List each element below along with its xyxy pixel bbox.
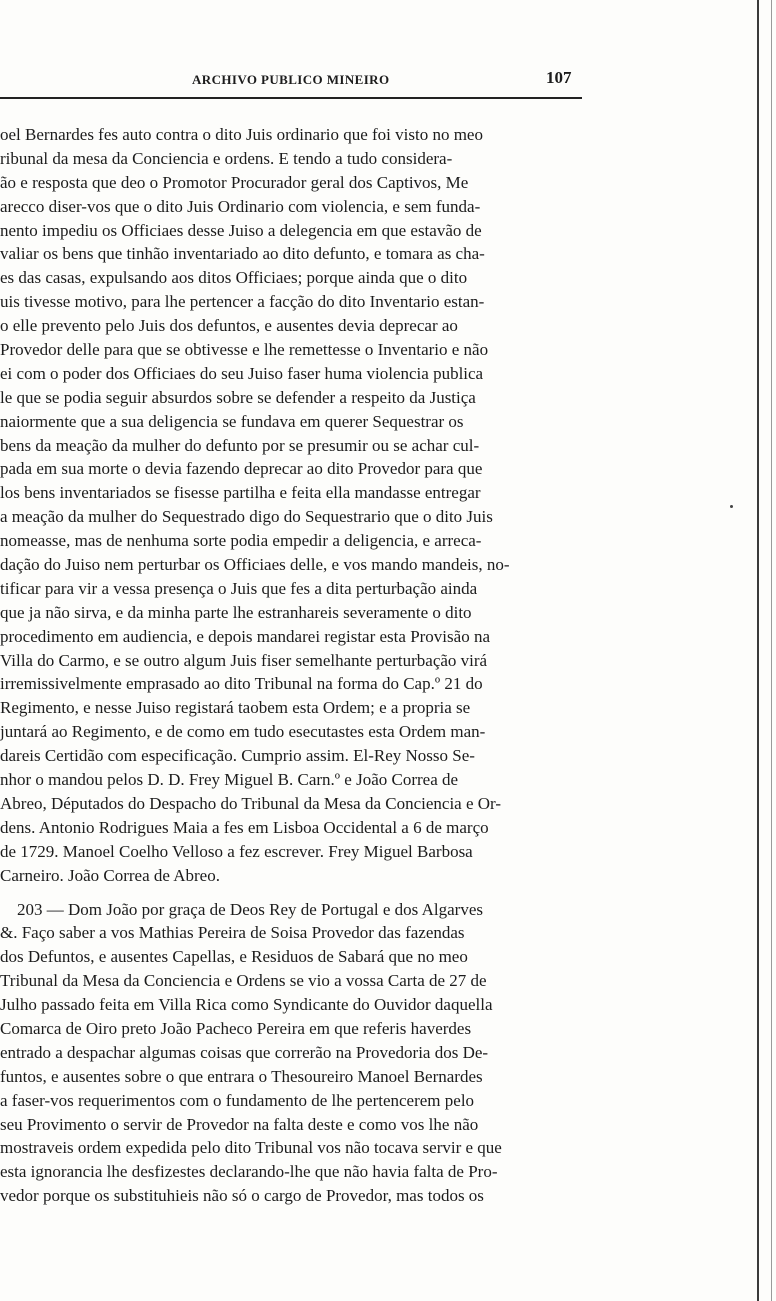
text-line: 203 — Dom João por graça de Deos Rey de Portugal e dos Algarves <box>0 899 483 919</box>
text-line: &. Faço saber a vos Mathias Pereira de Soisa Provedor das fazendas <box>0 923 465 943</box>
text-line: o elle prevento pelo Juis dos defuntos, e ausentes devia deprecar ao <box>0 316 458 336</box>
text-line: es das casas, expulsando aos ditos Officiaes; porque ainda que o dito <box>0 268 468 288</box>
text-line: bens da meação da mulher do defunto por se presumir ou se achar cul- <box>0 435 480 455</box>
print-speck <box>730 505 733 508</box>
text-line: dação do Juiso nem perturbar os Officiaes delle, e vos mando mandeis, no- <box>0 555 510 575</box>
page-edge-line <box>757 0 759 1301</box>
text-line: uis tivesse motivo, para lhe pertencer a facção do dito Inventario estan- <box>0 292 485 312</box>
text-line: Tribunal da Mesa da Conciencia e Ordens se vio a vossa Carta de 27 de <box>0 971 487 991</box>
text-line: valiar os bens que tinhão inventariado ao dito defunto, e tomara as cha- <box>0 244 485 264</box>
running-head: ARCHIVO PUBLICO MINEIRO <box>192 72 390 87</box>
text-line: pada em sua morte o devia fazendo deprecar ao dito Provedor para que <box>0 459 483 479</box>
page-number: 107 <box>546 68 572 87</box>
text-line: dens. Antonio Rodrigues Maia a fes em Lisboa Occidental a 6 de março <box>0 817 489 837</box>
text-line: Abreo, Députados do Despacho do Tribunal da Mesa da Conciencia e Or- <box>0 793 502 813</box>
text-line: seu Provimento o servir de Provedor na falta deste e como vos lhe não <box>0 1114 479 1134</box>
text-line: ei com o poder dos Officiaes do seu Juiso faser huma violencia publica <box>0 363 484 383</box>
paragraph-1 <box>0 123 590 888</box>
text-line: que ja não sirva, e da minha parte lhe estranhareis severamente o dito <box>0 602 472 622</box>
text-line: nento impediu os Officiaes desse Juiso a delegencia em que estavão de <box>0 220 482 240</box>
text-line: Carneiro. João Correa de Abreo. <box>0 865 220 885</box>
text-line: mostraveis ordem expedida pelo dito Tribunal vos não tocava servir e que <box>0 1138 502 1158</box>
text-line: nhor o mandou pelos D. D. Frey Miguel B. Carn.º e João Correa de <box>0 770 459 790</box>
text-line: entrado a despachar algumas coisas que correrão na Provedoria dos De- <box>0 1042 489 1062</box>
text-line: esta ignorancia lhe desfizestes declarando-lhe que não havia falta de Pro- <box>0 1162 498 1182</box>
text-line: tificar para vir a vessa presença o Juis que fes a dita perturbação ainda <box>0 578 478 598</box>
text-line: irremissivelmente emprasado ao dito Tribunal na forma do Cap.º 21 do <box>0 674 483 694</box>
text-line: a faser-vos requerimentos com o fundamento de lhe pertencerem pelo <box>0 1090 475 1110</box>
text-line: juntará ao Regimento, e de como em tudo esecutastes esta Ordem man- <box>0 722 486 742</box>
text-line: funtos, e ausentes sobre o que entrara o Thesoureiro Manoel Bernardes <box>0 1066 483 1086</box>
text-line: Julho passado feita em Villa Rica como Syndicante do Ouvidor daquella <box>0 995 493 1015</box>
page-header <box>0 68 585 92</box>
text-line: Villa do Carmo, e se outro algum Juis fiser semelhante perturbação virá <box>0 650 488 670</box>
header-rule <box>0 97 582 99</box>
text-line: dareis Certidão com especificação. Cumprio assim. El-Rey Nosso Se- <box>0 746 475 766</box>
text-line: ribunal da mesa da Conciencia e ordens. E tendo a tudo considera- <box>0 148 453 168</box>
text-line: naiormente que a sua deligencia se fundava em querer Sequestrar os <box>0 411 464 431</box>
text-line: de 1729. Manoel Coelho Velloso a fez escrever. Frey Miguel Barbosa <box>0 841 473 861</box>
body-text <box>0 123 590 1208</box>
text-line: le que se podia seguir absurdos sobre se defender a respeito da Justiça <box>0 387 476 407</box>
text-line: arecco diser-vos que o dito Juis Ordinario com violencia, e sem funda- <box>0 196 481 216</box>
text-line: Regimento, e nesse Juiso registará taobem esta Ordem; e a propria se <box>0 698 471 718</box>
text-line: procedimento em audiencia, e depois mandarei registar esta Provisão na <box>0 626 490 646</box>
text-line: los bens inventariados se fisesse partilha e feita ella mandasse entregar <box>0 483 481 503</box>
paragraph-2 <box>0 898 590 1209</box>
text-line: dos Defuntos, e ausentes Capellas, e Residuos de Sabará que no meo <box>0 947 468 967</box>
text-line: nomeasse, mas de nenhuma sorte podia empedir a deligencia, e arreca- <box>0 531 482 551</box>
text-line: vedor porque os substituhieis não só o cargo de Provedor, mas todos os <box>0 1186 484 1206</box>
text-line: ão e resposta que deo o Promotor Procurador geral dos Captivos, Me <box>0 172 469 192</box>
text-line: Provedor delle para que se obtivesse e lhe remettesse o Inventario e não <box>0 340 489 360</box>
text-line: Comarca de Oiro preto João Pacheco Pereira em que referis haverdes <box>0 1018 472 1038</box>
text-line: oel Bernardes fes auto contra o dito Juis ordinario que foi visto no meo <box>0 125 483 144</box>
text-line: a meação da mulher do Sequestrado digo do Sequestrario que o dito Juis <box>0 507 493 527</box>
page-edge-line-outer <box>771 0 772 1301</box>
